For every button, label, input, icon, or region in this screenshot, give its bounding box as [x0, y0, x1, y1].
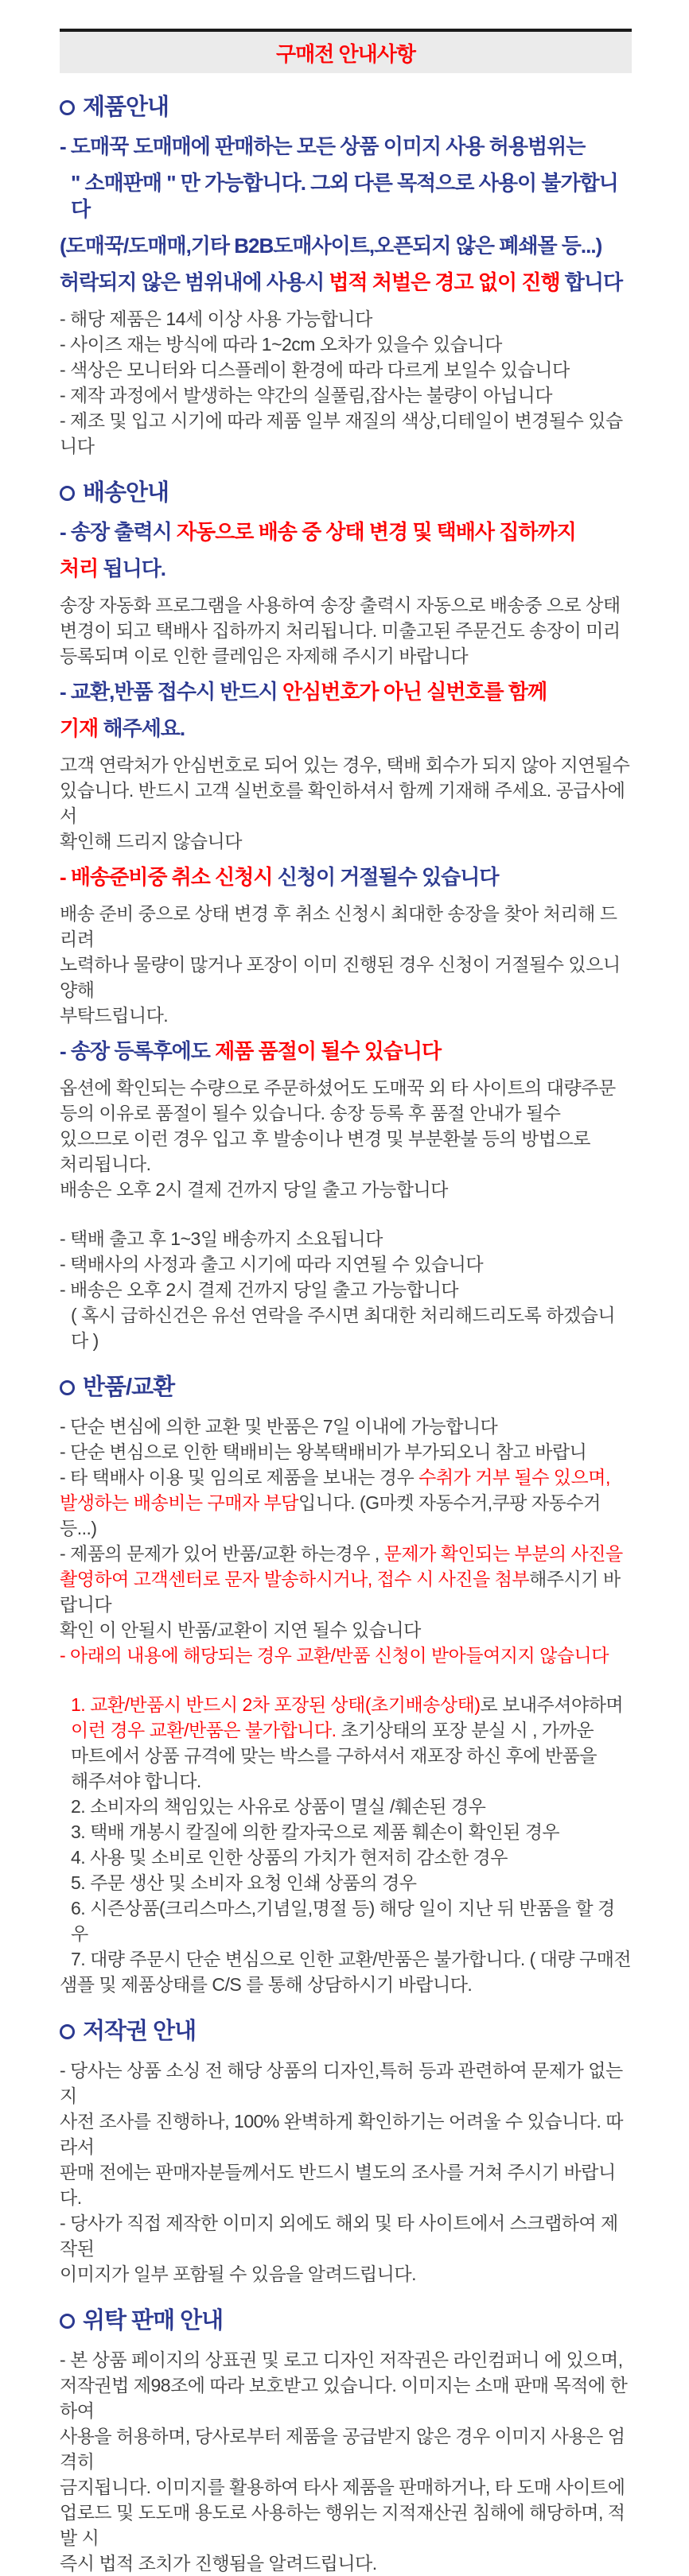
text-line	[60, 556, 632, 582]
text-segment: - 색상은 모니터와 디스플레이 환경에 따라 다르게 보일수 있습니다	[60, 359, 570, 380]
text-segment: - 본 상품 페이지의 상표권 및 로고 디자인 저작권은 라인컴퍼니 에 있으며,	[60, 2349, 623, 2370]
text-segment: 신청이 거절될수 있습니다	[277, 865, 499, 889]
line-spacer	[60, 1668, 632, 1692]
text-line	[60, 382, 632, 408]
text-line	[60, 1692, 632, 1717]
text-line	[60, 1226, 632, 1251]
text-segment: - 교환,반품 접수시 반드시	[60, 680, 282, 704]
text-segment: - 도매꾹 도매매에 판매하는 모든 상품 이미지 사용 허용범위는	[60, 134, 586, 158]
text-segment: - 해당 제품은 14세 이상 사용 가능합니다	[60, 308, 372, 329]
text-line	[60, 270, 632, 296]
text-segment: 발생하는 배송비는 구매자 부담	[60, 1492, 299, 1513]
text-segment: 변경이 되고 택배사 집하까지 처리됩니다. 미출고된 주문건도 송장이 미리	[60, 620, 621, 641]
notice-document	[60, 29, 632, 2576]
text-line	[60, 1743, 632, 1768]
text-line	[60, 2372, 632, 2423]
text-segment: 저작권법 제98조에 따라 보호받고 있습니다. 이미지는 소매 판매 목적에 한하여	[60, 2375, 628, 2421]
text-segment: 등록되며 이로 인한 클레임은 자제해 주시기 바랍니다	[60, 646, 469, 666]
section-heading-label: 저작권 안내	[83, 2019, 197, 2044]
text-line	[60, 1870, 632, 1895]
text-line	[60, 716, 632, 742]
section-heading-consignment-info	[60, 2309, 632, 2333]
text-segment: 확인 이 안될시 반품/교환이 지연 될수 있습니다	[60, 1620, 421, 1640]
text-segment: 초기상태의 포장 분실 시 , 가까운	[341, 1720, 594, 1740]
text-line	[60, 1439, 632, 1465]
circle-bullet-icon	[60, 2314, 75, 2329]
text-segment: - 배송은 오후 2시 결제 건까지 당일 출고 가능합니다	[60, 1279, 458, 1300]
text-segment: - 단순 변심에 의한 교환 및 반품은 7일 이내에 가능합니다	[60, 1416, 498, 1437]
text-segment: 해주시기 바랍니다	[60, 1569, 621, 1615]
text-line	[60, 357, 632, 382]
text-segment: 노력하나 물량이 많거나 포장이 이미 진행된 경우 신청이 거절될수 있으니 양해	[60, 954, 621, 1000]
section-copyright-info	[60, 2019, 632, 2287]
text-line	[60, 1126, 632, 1151]
text-line	[60, 1177, 632, 1202]
text-line	[60, 1151, 632, 1177]
section-heading-shipping-info	[60, 481, 632, 505]
text-segment: - 단순 변심으로 인한 택배비는 왕복택배비가 부가되오니 참고 바랍니	[60, 1441, 587, 1462]
text-line	[60, 643, 632, 669]
text-segment: 마트에서 상품 규격에 맞는 박스를 구하셔서 재포장 하신 후에 반품을	[71, 1745, 598, 1766]
text-line	[60, 1038, 632, 1065]
text-line	[60, 1277, 632, 1302]
section-heading-product-info	[60, 95, 632, 119]
text-line	[60, 1100, 632, 1126]
text-segment: 법적 처벌은 경고 없이 진행	[329, 270, 560, 294]
text-segment: 있으므로 이런 경우 입고 후 발송이나 변경 및 부분환불 등의 방법으로	[60, 1128, 591, 1149]
section-shipping-info	[60, 481, 632, 1353]
text-line	[60, 679, 632, 705]
text-segment: - 제작 과정에서 발생하는 약간의 실풀림,잡사는 불량이 아닙니다	[60, 385, 552, 405]
text-segment: 안심번호가 아닌 실번호를 함께	[282, 680, 547, 704]
text-line	[60, 2058, 632, 2109]
text-segment: 처리	[60, 557, 99, 580]
section-heading-return-exchange	[60, 1375, 632, 1399]
text-line	[60, 1465, 632, 1490]
text-line	[60, 1845, 632, 1870]
text-line	[60, 1414, 632, 1439]
section-heading-copyright-info	[60, 2019, 632, 2043]
text-line	[60, 1946, 632, 1972]
text-segment: 문제가 확인되는 부분의 사진을	[383, 1543, 623, 1564]
text-segment: - 사이즈 재는 방식에 따라 1~2cm 오차가 있을수 있습니다	[60, 334, 502, 355]
text-segment: - 당사가 직접 제작한 이미지 외에도 해외 및 타 사이트에서 스크랩하여 제작된	[60, 2213, 618, 2259]
text-line	[60, 1075, 632, 1100]
text-segment: 기재	[60, 716, 99, 740]
section-heading-label: 반품/교환	[83, 1375, 175, 1400]
text-line	[60, 1490, 632, 1541]
text-segment: - 제조 및 입고 시기에 따라 제품 일부 재질의 색상,디테일이 변경될수 있습니다	[60, 410, 623, 456]
text-line	[60, 2500, 632, 2551]
text-line	[60, 519, 632, 545]
text-segment: 2. 소비자의 책임있는 사유로 상품이 멸실 /훼손된 경우	[71, 1796, 486, 1817]
text-segment: 이미지가 일부 포함될 수 있음을 알려드립니다.	[60, 2264, 416, 2284]
text-segment: - 아래의 내용에 해당되는 경우 교환/반품 신청이 받아들여지지 않습니다	[60, 1645, 609, 1666]
header-title-box	[60, 32, 632, 73]
text-segment: - 제품의 문제가 있어 반품/교환 하는경우 ,	[60, 1543, 384, 1564]
text-segment: 3. 택배 개봉시 칼질에 의한 칼자국으로 제품 훼손이 확인된 경우	[71, 1821, 560, 1842]
text-line	[60, 592, 632, 618]
circle-bullet-icon	[60, 2024, 75, 2039]
text-line	[60, 1003, 632, 1028]
text-line	[60, 408, 632, 459]
section-return-exchange	[60, 1375, 632, 1997]
section-heading-label: 배송안내	[83, 480, 169, 506]
section-heading-label: 제품안내	[83, 95, 169, 120]
text-segment: 됩니다.	[98, 557, 166, 580]
text-segment: 허락되지 않은 범위내에 사용시	[60, 270, 329, 294]
text-segment: ( 혹시 급하신건은 유선 연락을 주시면 최대한 처리해드리도록 하겠습니다 )	[71, 1305, 616, 1351]
text-line	[60, 306, 632, 332]
text-segment: - 배송준비중 취소 신청시	[60, 865, 278, 889]
text-segment: 해주셔야 합니다.	[71, 1771, 201, 1791]
text-segment: 촬영하여 고객센터로 문자 발송하시거나, 접수 시 사진을 첨부	[60, 1569, 530, 1589]
text-segment: 사용을 허용하며, 당사로부터 제품을 공급받지 않은 경우 이미지 사용은 엄격히	[60, 2426, 625, 2472]
text-segment: 6. 시즌상품(크리스마스,기념일,명절 등) 해당 일이 지난 뒤 반품을 할 경우	[71, 1898, 615, 1944]
text-line	[60, 828, 632, 854]
circle-bullet-icon	[60, 100, 75, 115]
text-segment: 이런 경우 교환/반품은 불가합니다.	[71, 1720, 341, 1740]
text-segment: 송장 자동화 프로그램을 사용하여 송장 출력시 자동으로 배송중 으로 상태	[60, 595, 621, 615]
text-line	[60, 1541, 632, 1566]
text-segment: - 송장 출력시	[60, 520, 177, 544]
text-segment: 1. 교환/반품시 반드시 2차 포장된 상태(초기배송상태)	[71, 1694, 481, 1715]
text-line	[60, 2474, 632, 2500]
text-segment: - 당사는 상품 소싱 전 해당 상품의 디자인,특허 등과 관련하여 문제가 없는지	[60, 2060, 623, 2106]
text-segment: - 택배사의 사정과 출고 시기에 따라 지연될 수 있습니다	[60, 1254, 484, 1274]
text-segment: 수취가 거부 될수 있으며,	[418, 1467, 610, 1488]
text-line	[60, 1972, 632, 1997]
text-line	[60, 1251, 632, 1277]
text-line	[60, 170, 632, 223]
text-line	[60, 2109, 632, 2159]
text-line	[60, 233, 632, 259]
text-line	[60, 2261, 632, 2287]
text-line	[60, 618, 632, 643]
text-line	[60, 1302, 632, 1353]
text-line	[60, 1717, 632, 1743]
text-segment: 자동으로 배송 중 상태 변경 및 택배사 집하까지	[176, 520, 576, 544]
line-spacer	[60, 1202, 632, 1226]
text-segment: 4. 사용 및 소비로 인한 상품의 가치가 현저히 감소한 경우	[71, 1847, 508, 1868]
text-segment: 7. 대량 주문시 단순 변심으로 인한 교환/반품은 불가합니다. ( 대량 구매전	[71, 1949, 632, 1969]
text-line	[60, 1617, 632, 1643]
text-line	[60, 2210, 632, 2261]
text-segment: 합니다	[559, 270, 623, 294]
text-segment: 등의 이유로 품절이 될수 있습니다. 송장 등록 후 품절 안내가 될수	[60, 1103, 561, 1123]
sections	[60, 95, 632, 2576]
text-segment: - 택배 출고 후 1~3일 배송까지 소요됩니다	[60, 1228, 383, 1249]
section-product-info	[60, 95, 632, 459]
text-line	[60, 1643, 632, 1668]
text-segment: 확인해 드리지 않습니다	[60, 831, 242, 852]
text-line	[60, 134, 632, 160]
text-line	[60, 2423, 632, 2474]
text-line	[60, 1794, 632, 1819]
text-segment: 해주세요.	[98, 716, 185, 740]
section-heading-label: 위탁 판매 안내	[83, 2308, 224, 2334]
text-segment: 부탁드립니다.	[60, 1005, 169, 1026]
text-segment: 옵션에 확인되는 수량으로 주문하셨어도 도매꾹 외 타 사이트의 대량주문	[60, 1077, 616, 1098]
text-line	[60, 778, 632, 828]
text-segment: - 송장 등록후에도	[60, 1039, 216, 1063]
text-segment: 처리됩니다.	[60, 1154, 151, 1174]
text-line	[60, 1566, 632, 1617]
text-segment: 판매 전에는 판매자분들께서도 반드시 별도의 조사를 거쳐 주시기 바랍니다.	[60, 2162, 616, 2208]
text-segment: 있습니다. 반드시 고객 실번호를 확인하셔서 함께 기재해 주세요. 공급사에서	[60, 780, 625, 826]
text-line	[60, 1819, 632, 1845]
text-segment: 고객 연락처가 안심번호로 되어 있는 경우, 택배 회수가 되지 않아 지연될수	[60, 755, 630, 775]
text-segment: " 소매판매 " 만 가능합니다. 그외 다른 목적으로 사용이 불가합니다	[71, 171, 618, 221]
text-segment: (도매꾹/도매매,기타 B2B도매사이트,오픈되지 않은 폐쇄몰 등...)	[60, 234, 602, 258]
text-segment: 업로드 및 도도매 용도로 사용하는 행위는 지적재산권 침해에 해당하며, 적발 시	[60, 2502, 625, 2548]
page-title: 구매전 안내사항	[275, 41, 416, 66]
text-segment: 금지됩니다. 이미지를 활용하여 타사 제품을 판매하거나, 타 도매 사이트에	[60, 2477, 625, 2497]
text-segment: 입니다. (G마켓 자동수거,쿠팡 자동수거 등...)	[60, 1492, 601, 1538]
text-segment: 5. 주문 생산 및 소비자 요청 인쇄 상품의 경우	[71, 1872, 417, 1893]
circle-bullet-icon	[60, 1380, 75, 1395]
circle-bullet-icon	[60, 486, 75, 501]
text-line	[60, 332, 632, 357]
text-line	[60, 752, 632, 778]
text-segment: 배송 준비 중으로 상태 변경 후 취소 신청시 최대한 송장을 찾아 처리해 드리려	[60, 903, 617, 949]
text-segment: 즉시 법적 조치가 진행됨을 알려드립니다.	[60, 2553, 377, 2574]
text-line	[60, 1895, 632, 1946]
text-segment: 로 보내주셔야하며	[480, 1694, 624, 1715]
text-segment: 사전 조사를 진행하나, 100% 완벽하게 확인하기는 어려울 수 있습니다. 따라서	[60, 2111, 624, 2157]
text-line	[60, 2551, 632, 2576]
text-line	[60, 864, 632, 890]
text-line	[60, 2347, 632, 2372]
text-segment: 제품 품절이 될수 있습니다	[215, 1039, 442, 1063]
text-line	[60, 1768, 632, 1794]
text-segment: - 타 택배사 이용 및 임의로 제품을 보내는 경우	[60, 1467, 419, 1488]
text-line	[60, 901, 632, 952]
section-consignment-info	[60, 2309, 632, 2576]
text-segment: 배송은 오후 2시 결제 건까지 당일 출고 가능합니다	[60, 1179, 448, 1200]
text-segment: 샘플 및 제품상태를 C/S 를 통해 상담하시기 바랍니다.	[60, 1974, 473, 1995]
text-line	[60, 952, 632, 1003]
text-line	[60, 2159, 632, 2210]
